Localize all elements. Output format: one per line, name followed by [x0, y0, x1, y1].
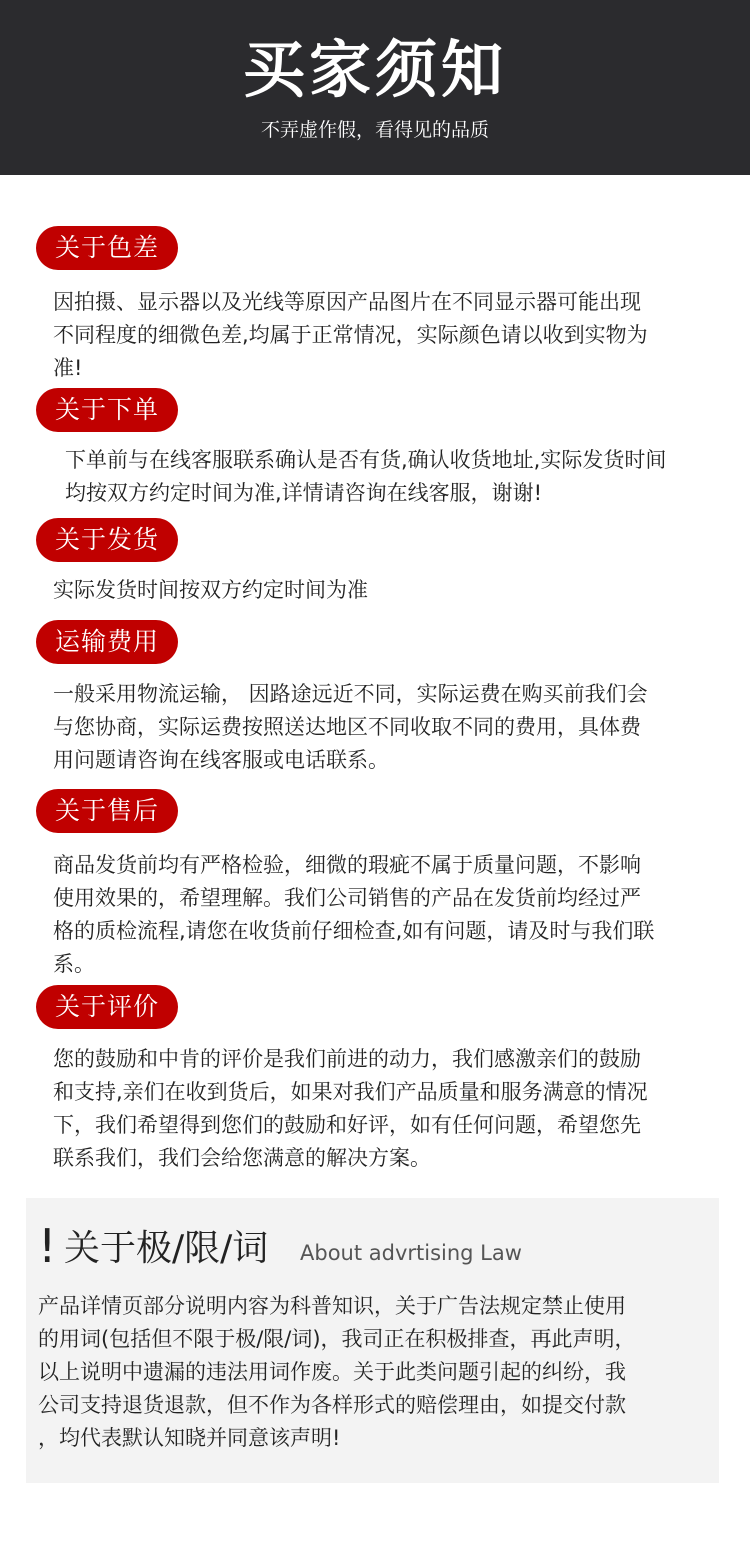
page-title: 买家须知 [242, 33, 507, 106]
section-label-ordering: 关于下单 [36, 388, 178, 432]
section-text-after-sales: 商品发货前均有严格检验，细微的瑕疵不属于质量问题，不影响 使用效果的，希望理解。我们公司销售的产品在发货前均经过严 格的质检流程,请您在收货前仔细检查,如有问题，请及时与我们联 系。 [53, 853, 655, 976]
exclamation-icon: ! [38, 1219, 57, 1273]
advertising-law-notice [26, 1198, 719, 1483]
section-text-freight: 一般采用物流运输， 因路途远近不同，实际运费在购买前我们会 与您协商，实际运费按照送达地区不同收取不同的费用，具体费 用问题请咨询在线客服或电话联系。 [53, 682, 648, 772]
section-text-color-difference: 因拍摄、显示器以及光线等原因产品图片在不同显示器可能出现 不同程度的细微色差,均属于正常情况，实际颜色请以收到实物为 准! [53, 290, 648, 380]
notice-title: 关于极/限/词 [64, 1228, 269, 1269]
section-label-reviews: 关于评价 [36, 985, 178, 1029]
section-text-reviews: 您的鼓励和中肯的评价是我们前进的动力，我们感激亲们的鼓励 和支持,亲们在收到货后，如果对我们产品质量和服务满意的情况 下，我们希望得到您们的鼓励和好评，如有任何问题，希望您先 联系我们，我们会给您满意的解决方案。 [53, 1047, 648, 1170]
section-label-after-sales: 关于售后 [36, 789, 178, 833]
section-label-color-difference: 关于色差 [36, 226, 178, 270]
section-text-ordering: 下单前与在线客服联系确认是否有货,确认收货地址,实际发货时间 均按双方约定时间为准,详情请咨询在线客服，谢谢! [65, 448, 667, 505]
page-header [0, 0, 750, 175]
notice-subtitle: About advrtising Law [300, 1241, 522, 1265]
page-subtitle: 不弄虚作假，看得见的品质 [260, 119, 489, 141]
section-text-shipping: 实际发货时间按双方约定时间为准 [53, 578, 368, 602]
section-label-shipping: 关于发货 [36, 518, 178, 562]
section-label-freight: 运输费用 [36, 620, 178, 664]
notice-text: 产品详情页部分说明内容为科普知识，关于广告法规定禁止使用 的用词(包括但不限于极/限/词)，我司正在积极排查，再此声明， 以上说明中遗漏的违法用词作废。关于此类问题引起的纠纷，我 公司支持退货退款，但不作为各样形式的赔偿理由，如提交付款 ，均代表默认知晓并同意该声明! [38, 1294, 636, 1450]
